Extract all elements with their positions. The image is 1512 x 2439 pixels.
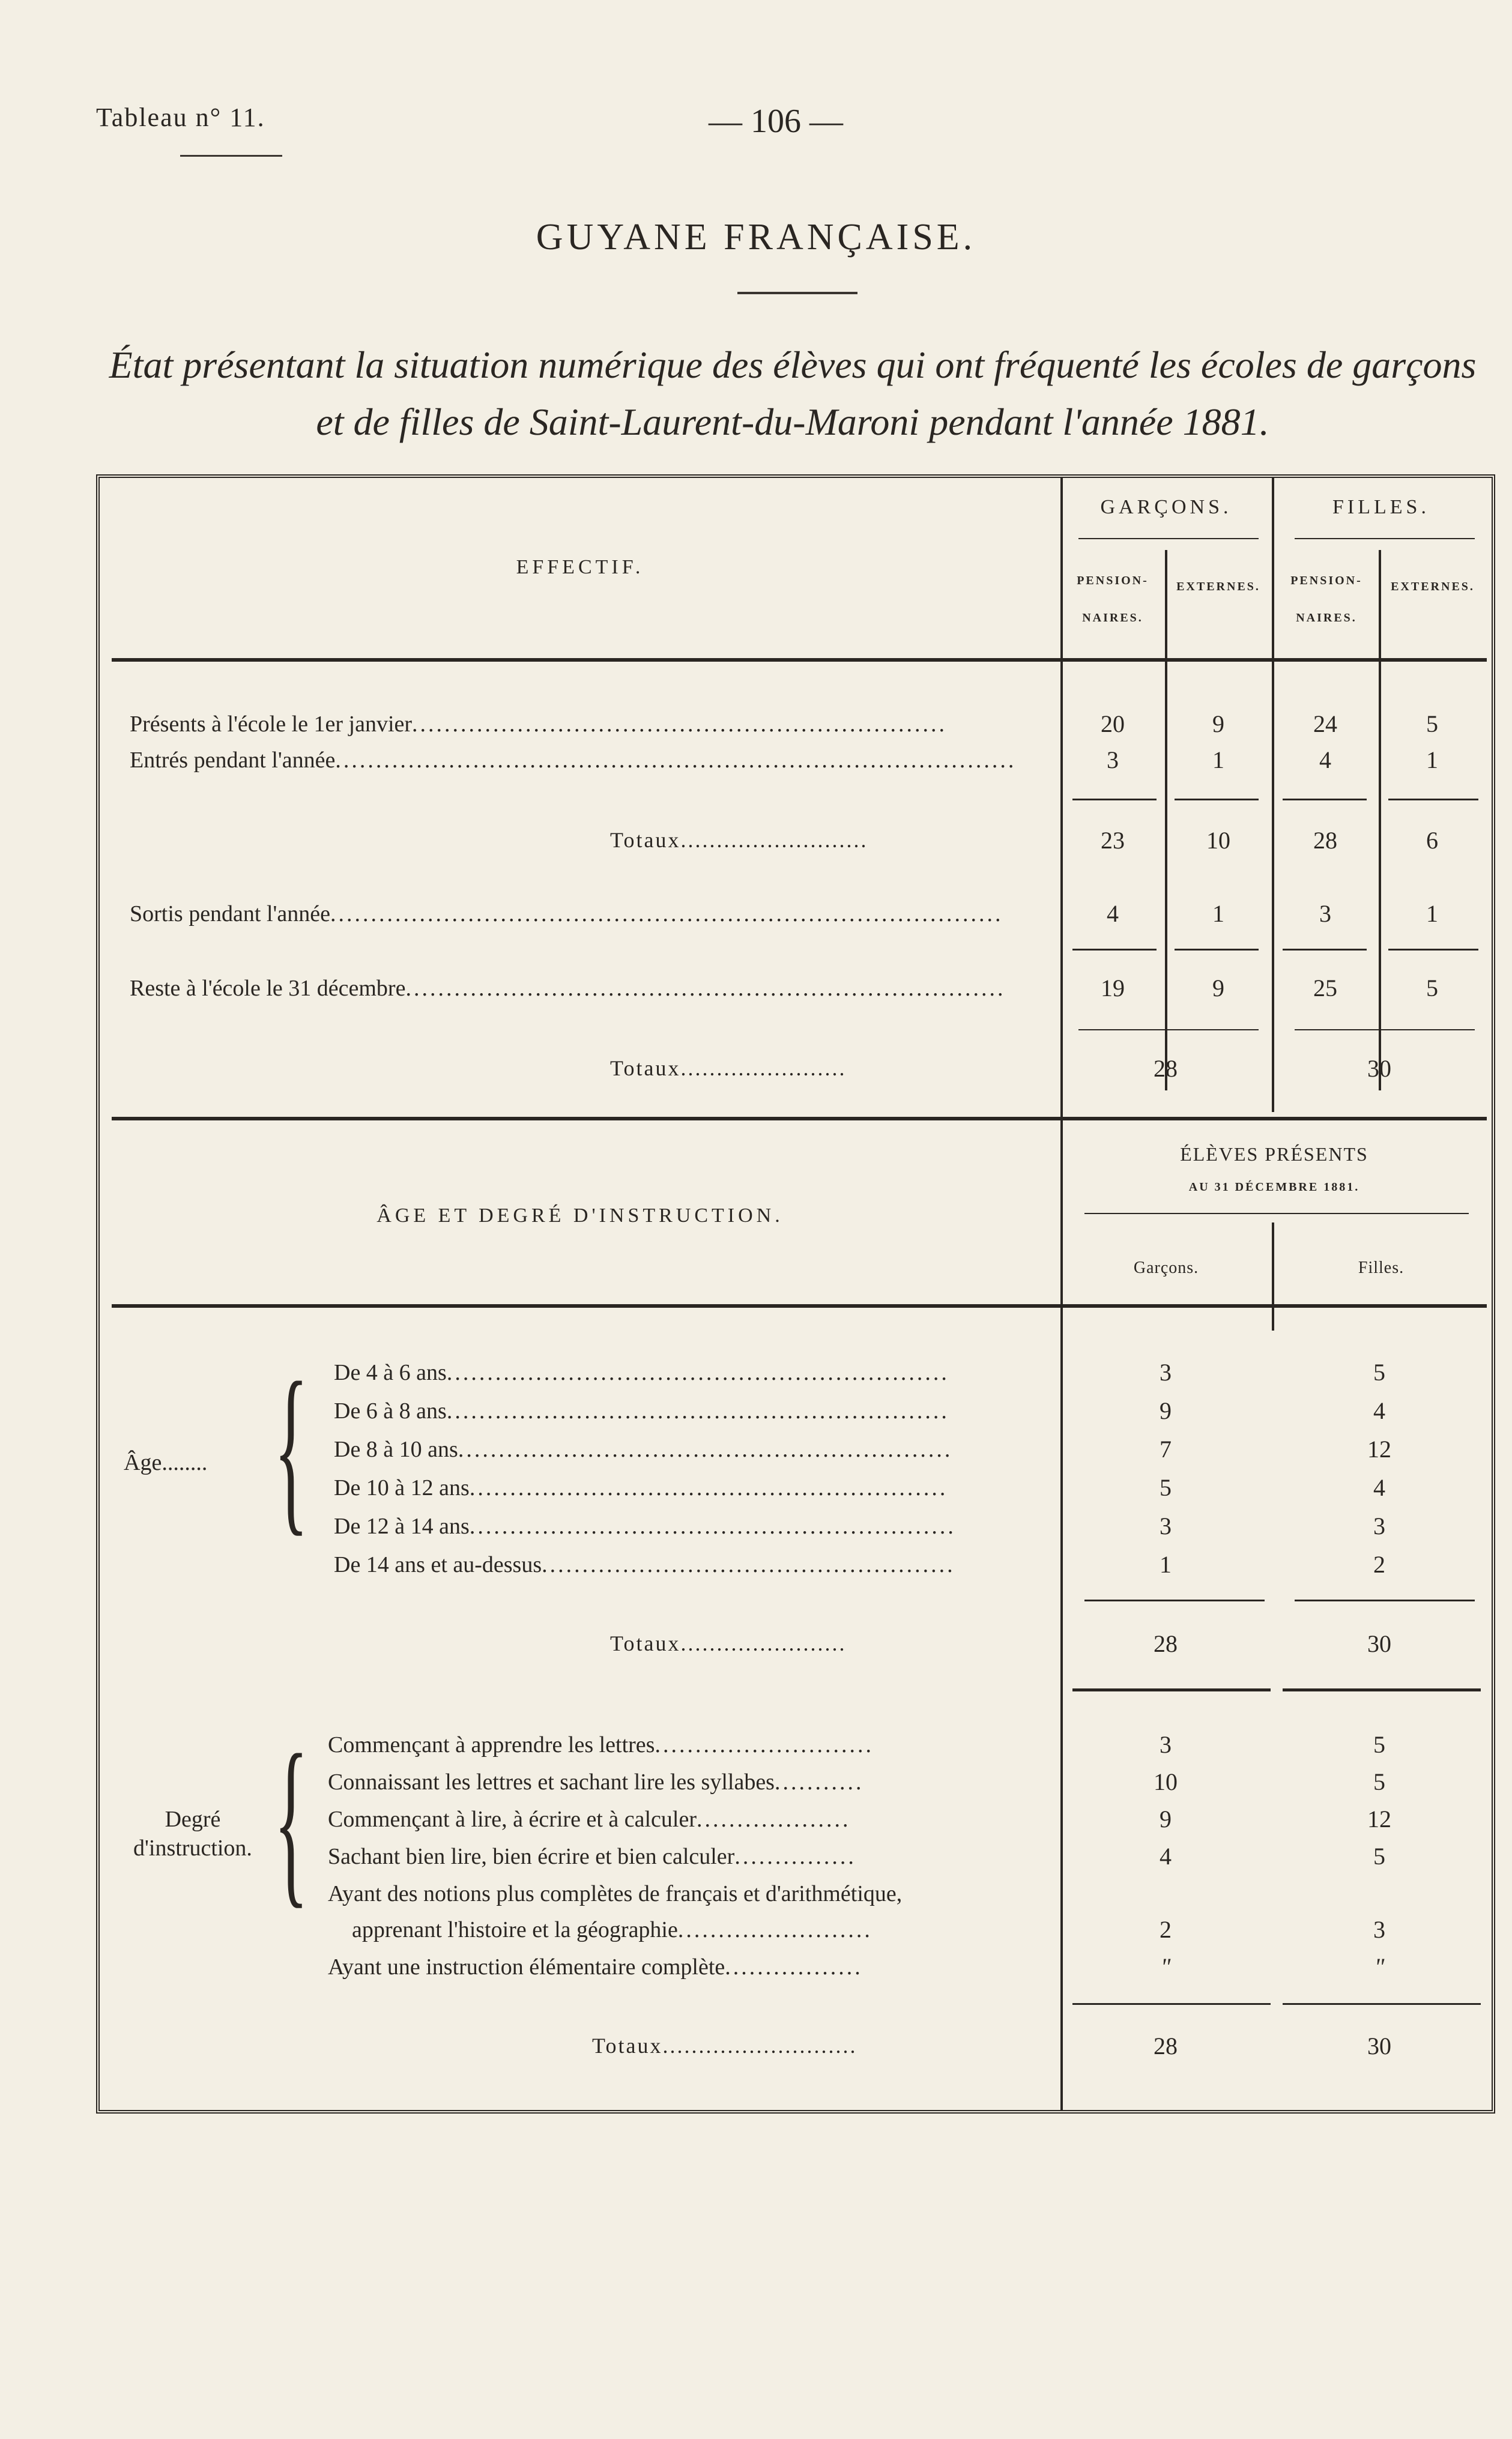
row-reste-g-pens: 19	[1101, 975, 1125, 1002]
age-section-heading: ÂGE ET DEGRÉ D'INSTRUCTION.	[376, 1204, 784, 1227]
age-row-5-garcons: 3	[1160, 1513, 1172, 1540]
degre-row-1-garcons: 3	[1160, 1731, 1172, 1758]
age-row-6-garcons: 1	[1160, 1551, 1172, 1578]
age-total-garcons: 28	[1154, 1630, 1178, 1657]
age-row-2-label: De 6 à 8 ans..............................................................	[334, 1398, 949, 1424]
au-date-header: AU 31 DÉCEMBRE 1881.	[1188, 1180, 1360, 1194]
row-presents-f-pens: 24	[1313, 710, 1337, 737]
degre-row-6-label: Ayant une instruction élémentaire complète.................	[328, 1954, 863, 1980]
row-presents-g-pens: 20	[1101, 710, 1125, 737]
age-total-filles: 30	[1367, 1630, 1391, 1657]
eleves-brace-rule	[1084, 1213, 1469, 1214]
age-row-6-label: De 14 ans et au-dessus...................................................	[334, 1552, 955, 1577]
row-reste-f-pens: 25	[1313, 975, 1337, 1002]
subtotal-rule	[1175, 949, 1259, 951]
row-totaux-1-label: Totaux..........................	[610, 828, 868, 852]
subtotal-rule	[1072, 799, 1157, 800]
row-sortis-g-ext: 1	[1212, 900, 1224, 927]
section-divider	[112, 1117, 1487, 1120]
row-presents-f-ext: 5	[1426, 710, 1438, 737]
row-presents-label: Présents à l'école le 1er janvier..................................................................	[130, 712, 948, 737]
degre-row-4-label: Sachant bien lire, bien écrire et bien calculer...............	[328, 1844, 856, 1869]
row-reste-label: Reste à l'école le 31 décembre..........................................................................	[130, 976, 1006, 1001]
row-totaux-1-f-pens: 28	[1313, 827, 1337, 854]
age-row-1-garcons: 3	[1160, 1359, 1172, 1386]
degre-group-label	[112, 1805, 274, 1863]
page-number: — 106 —	[709, 103, 843, 140]
age-row-6-filles: 2	[1373, 1551, 1385, 1578]
filles-externes-header: EXTERNES.	[1391, 580, 1475, 593]
garcons-pensionnaires-header: PENSION-NAIRES.	[1077, 574, 1149, 624]
age-row-3-filles: 12	[1367, 1436, 1391, 1463]
col-divider-main	[1060, 478, 1063, 2110]
row-sortis-label: Sortis pendant l'année...................................................................................	[130, 901, 1003, 926]
row-entres-label: Entrés pendant l'année....................................................................................	[130, 748, 1017, 773]
col-divider-filles-sub	[1379, 550, 1381, 1090]
degre-total-rule	[1283, 2003, 1481, 2005]
degre-row-1-label: Commençant à apprendre les lettres...........................	[328, 1732, 874, 1757]
subtotal-rule	[1175, 799, 1259, 800]
degre-total-garcons: 28	[1154, 2032, 1178, 2060]
age-row-4-label: De 10 à 12 ans...........................................................	[334, 1475, 948, 1501]
degre-row-3-garcons: 9	[1160, 1806, 1172, 1833]
row-totaux-1-g-ext: 10	[1206, 827, 1230, 854]
age-total-rule	[1295, 1600, 1475, 1601]
age-row-4-filles: 4	[1373, 1474, 1385, 1501]
subtitle-line-1: État présentant la situation numérique des élèves qui ont fréquenté les écoles de garçons	[109, 343, 1477, 386]
row-reste-f-ext: 5	[1426, 975, 1438, 1002]
degre-row-5-label: Ayant des notions plus complètes de français et d'arithmétique,	[328, 1881, 903, 1906]
degre-row-3-filles: 12	[1367, 1806, 1391, 1833]
degre-row-2-filles: 5	[1373, 1768, 1385, 1795]
row-presents-g-ext: 9	[1212, 710, 1224, 737]
row-entres-g-ext: 1	[1212, 746, 1224, 773]
degre-row-5-garcons: 2	[1160, 1916, 1172, 1943]
page-title: GUYANE FRANÇAISE.	[536, 217, 976, 258]
age-group-label: Âge........	[124, 1450, 208, 1475]
section-rule	[1283, 1688, 1481, 1691]
age-total-rule	[1084, 1600, 1265, 1601]
col-divider-garcons-sub	[1165, 550, 1167, 1090]
age-garcons-header: Garçons.	[1133, 1259, 1199, 1277]
age-row-3-garcons: 7	[1160, 1436, 1172, 1463]
degre-row-5b-label: apprenant l'histoire et la géographie........................	[352, 1917, 872, 1942]
degre-row-5-filles: 3	[1373, 1916, 1385, 1943]
filles-pensionnaires-header: PENSION-NAIRES.	[1290, 574, 1362, 624]
row-sortis-g-pens: 4	[1107, 900, 1119, 927]
degre-row-1-filles: 5	[1373, 1731, 1385, 1758]
degre-row-3-label: Commençant à lire, à écrire et à calculer...................	[328, 1807, 851, 1832]
subtotal-rule	[1283, 949, 1367, 951]
garcons-header: GARÇONS.	[1100, 496, 1232, 518]
tableau-underline	[180, 155, 282, 157]
age-row-1-filles: 5	[1373, 1359, 1385, 1386]
garcons-externes-header: EXTERNES.	[1176, 580, 1260, 593]
total-brace-rule	[1295, 1029, 1475, 1030]
effectif-heading: EFFECTIF.	[516, 556, 644, 578]
degre-label-line-1: Degré	[165, 1807, 221, 1832]
row-totaux-2-label: Totaux.......................	[610, 1056, 847, 1080]
age-row-2-filles: 4	[1373, 1397, 1385, 1424]
filles-header: FILLES.	[1332, 496, 1430, 518]
degre-label-line-2: d'instruction.	[133, 1836, 252, 1861]
subtotal-rule	[1388, 799, 1478, 800]
page-subtitle	[72, 336, 1512, 450]
row-entres-f-ext: 1	[1426, 746, 1438, 773]
title-underline	[737, 292, 857, 294]
subtitle-line-2: et de filles de Saint-Laurent-du-Maroni pendant l'année 1881.	[316, 400, 1269, 443]
degre-row-4-filles: 5	[1373, 1843, 1385, 1870]
degre-row-6-garcons: "	[1160, 1953, 1171, 1980]
total-brace-rule	[1078, 1029, 1259, 1030]
age-row-1-label: De 4 à 6 ans..............................................................	[334, 1360, 949, 1385]
age-row-2-garcons: 9	[1160, 1397, 1172, 1424]
row-totaux-2-filles: 30	[1367, 1055, 1391, 1082]
garcons-brace-rule	[1078, 538, 1259, 539]
tableau-number: Tableau n° 11.	[96, 103, 265, 132]
effectif-header-rule	[112, 658, 1487, 662]
subtotal-rule	[1072, 949, 1157, 951]
age-row-3-label: De 8 à 10 ans.............................................................	[334, 1437, 953, 1462]
row-sortis-f-ext: 1	[1426, 900, 1438, 927]
age-header-rule	[112, 1304, 1487, 1308]
age-total-label: Totaux.......................	[610, 1631, 847, 1655]
statistics-table	[96, 474, 1495, 2114]
section-rule	[1072, 1688, 1271, 1691]
age-filles-header: Filles.	[1358, 1259, 1405, 1277]
age-brace: {	[274, 1343, 309, 1552]
eleves-presents-header: ÉLÈVES PRÉSENTS	[1180, 1143, 1368, 1165]
row-totaux-1-f-ext: 6	[1426, 827, 1438, 854]
degre-total-label: Totaux...........................	[592, 2034, 857, 2058]
age-row-4-garcons: 5	[1160, 1474, 1172, 1501]
age-row-5-filles: 3	[1373, 1513, 1385, 1540]
row-totaux-2-garcons: 28	[1154, 1055, 1178, 1082]
degre-total-rule	[1072, 2003, 1271, 2005]
row-entres-g-pens: 3	[1107, 746, 1119, 773]
degre-row-2-garcons: 10	[1154, 1768, 1178, 1795]
subtotal-rule	[1283, 799, 1367, 800]
degre-row-4-garcons: 4	[1160, 1843, 1172, 1870]
age-row-5-label: De 12 à 14 ans............................................................	[334, 1514, 956, 1539]
row-reste-g-ext: 9	[1212, 975, 1224, 1002]
row-sortis-f-pens: 3	[1319, 900, 1331, 927]
degre-total-filles: 30	[1367, 2032, 1391, 2060]
row-totaux-1-g-pens: 23	[1101, 827, 1125, 854]
row-entres-f-pens: 4	[1319, 746, 1331, 773]
filles-brace-rule	[1295, 538, 1475, 539]
degre-brace: {	[274, 1715, 309, 1924]
degre-row-6-filles: "	[1374, 1953, 1385, 1980]
subtotal-rule	[1388, 949, 1478, 951]
degre-row-2-label: Connaissant les lettres et sachant lire les syllabes...........	[328, 1770, 864, 1795]
